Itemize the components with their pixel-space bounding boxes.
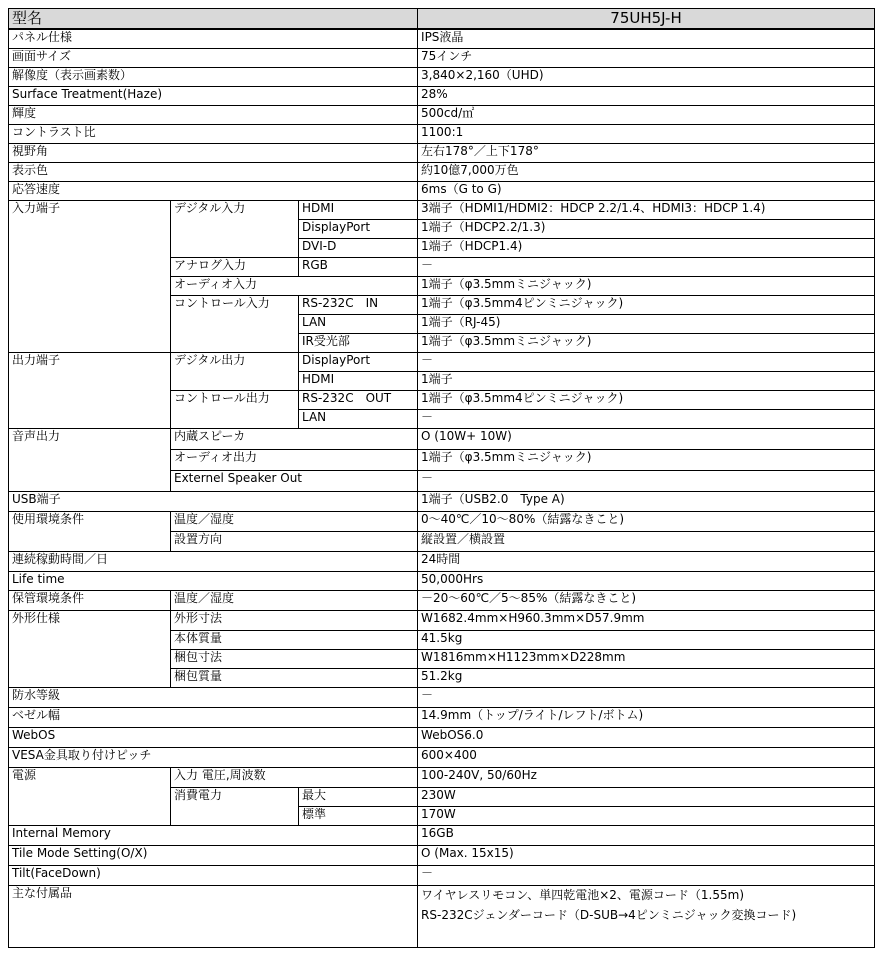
bezel-label: ベゼル幅	[9, 707, 418, 727]
table-row	[9, 707, 875, 727]
accessories-label: 主な付属品	[9, 885, 418, 947]
table-row	[9, 551, 875, 571]
response-value: 6ms（G to G)	[418, 181, 875, 200]
input-lan-value: 1端子（RJ-45)	[418, 314, 875, 333]
audio-input-label: オーディオ入力	[171, 276, 418, 295]
tile-label: Tile Mode Setting(O/X)	[9, 845, 418, 865]
table-row	[9, 571, 875, 590]
table-row	[9, 885, 875, 947]
table-row	[9, 590, 875, 610]
output-dp-value: －	[418, 352, 875, 371]
digital-input-label: デジタル入力	[171, 200, 299, 257]
output-dp-label: DisplayPort	[299, 352, 418, 371]
vesa-label: VESA金具取り付けピッチ	[9, 747, 418, 767]
package-dim-label: 梱包寸法	[171, 649, 418, 668]
analog-input-label: アナログ入力	[171, 257, 299, 276]
brightness-label: 輝度	[9, 105, 418, 124]
colors-value: 約10億7,000万色	[418, 162, 875, 181]
table-row	[9, 610, 875, 630]
environment-label: 使用環境条件	[9, 511, 171, 551]
table-row	[9, 143, 875, 162]
table-row	[9, 200, 875, 219]
input-lan-label: LAN	[299, 314, 418, 333]
output-rs232-label: RS-232C OUT	[299, 390, 418, 409]
table-row	[9, 727, 875, 747]
table-row	[9, 511, 875, 531]
orientation-label: 設置方向	[171, 531, 418, 551]
input-hdmi-value: 3端子（HDMI1/HDMI2：HDCP 2.2/1.4、HDMI3：HDCP 1.4)	[418, 200, 875, 219]
input-rs232-value: 1端子（φ3.5mm4ピンミニジャック)	[418, 295, 875, 314]
digital-output-label: デジタル出力	[171, 352, 299, 390]
model-name: 75UH5J-H	[418, 9, 875, 30]
speaker-value: O (10W+ 10W)	[418, 428, 875, 449]
exterior-label: 外形仕様	[9, 610, 171, 687]
resolution-value: 3,840×2,160（UHD)	[418, 67, 875, 86]
input-hdmi-label: HDMI	[299, 200, 418, 219]
output-label: 出力端子	[9, 352, 171, 428]
table-row	[9, 687, 875, 707]
input-dp-value: 1端子（HDCP2.2/1.3)	[418, 219, 875, 238]
weight-value: 41.5kg	[418, 630, 875, 649]
model-label: 型名	[9, 9, 418, 30]
table-row	[9, 865, 875, 885]
input-label: 入力端子	[9, 200, 171, 352]
table-row	[9, 428, 875, 449]
output-lan-label: LAN	[299, 409, 418, 428]
audio-label: 音声出力	[9, 428, 171, 491]
webos-label: WebOS	[9, 727, 418, 747]
dimensions-value: W1682.4mm×H960.3mm×D57.9mm	[418, 610, 875, 630]
weight-label: 本体質量	[171, 630, 418, 649]
table-row	[9, 124, 875, 143]
colors-label: 表示色	[9, 162, 418, 181]
power-max-label: 最大	[299, 787, 418, 806]
contrast-label: コントラスト比	[9, 124, 418, 143]
tile-value: O (Max. 15x15)	[418, 845, 875, 865]
output-lan-value: －	[418, 409, 875, 428]
vesa-value: 600×400	[418, 747, 875, 767]
panel-label: パネル仕様	[9, 29, 418, 48]
input-dvi-label: DVI-D	[299, 238, 418, 257]
ext-speaker-value: －	[418, 470, 875, 491]
memory-value: 16GB	[418, 825, 875, 845]
operating-time-value: 24時間	[418, 551, 875, 571]
input-rgb-value: －	[418, 257, 875, 276]
brightness-value: 500cd/㎡	[418, 105, 875, 124]
table-row	[9, 29, 875, 48]
package-weight-label: 梱包質量	[171, 668, 418, 687]
power-label: 電源	[9, 767, 171, 825]
orientation-value: 縦設置／横設置	[418, 531, 875, 551]
usb-label: USB端子	[9, 491, 418, 511]
resolution-label: 解像度（表示画素数）	[9, 67, 418, 86]
audio-input-value: 1端子（φ3.5mmミニジャック)	[418, 276, 875, 295]
bezel-value: 14.9mm（トップ/ライト/レフト/ボトム)	[418, 707, 875, 727]
surface-label: Surface Treatment(Haze)	[9, 86, 418, 105]
screen-size-label: 画面サイズ	[9, 48, 418, 67]
response-label: 応答速度	[9, 181, 418, 200]
memory-label: Internal Memory	[9, 825, 418, 845]
output-hdmi-label: HDMI	[299, 371, 418, 390]
life-time-value: 50,000Hrs	[418, 571, 875, 590]
input-rgb-label: RGB	[299, 257, 418, 276]
control-input-label: コントロール入力	[171, 295, 299, 352]
viewing-angle-value: 左右178°／上下178°	[418, 143, 875, 162]
spec-sheet	[8, 8, 875, 948]
screen-size-value: 75インチ	[418, 48, 875, 67]
viewing-angle-label: 視野角	[9, 143, 418, 162]
input-ir-label: IR受光部	[299, 333, 418, 352]
env-temp-label: 温度／湿度	[171, 511, 418, 531]
surface-value: 28%	[418, 86, 875, 105]
header-row	[9, 9, 875, 30]
accessories-value	[418, 885, 875, 947]
audio-out-label: オーディオ出力	[171, 449, 418, 470]
spec-table	[8, 8, 875, 948]
table-row	[9, 352, 875, 371]
panel-value: IPS液晶	[418, 29, 875, 48]
audio-out-value: 1端子（φ3.5mmミニジャック)	[418, 449, 875, 470]
power-max-value: 230W	[418, 787, 875, 806]
power-input-value: 100-240V, 50/60Hz	[418, 767, 875, 787]
storage-label: 保管環境条件	[9, 590, 171, 610]
accessories-line-1: ワイヤレスリモコン、単四乾電池×2、電源コード（1.55m)	[421, 887, 745, 902]
table-row	[9, 86, 875, 105]
tilt-value: －	[418, 865, 875, 885]
input-dvi-value: 1端子（HDCP1.4)	[418, 238, 875, 257]
webos-value: WebOS6.0	[418, 727, 875, 747]
speaker-label: 内蔵スピーカ	[171, 428, 418, 449]
input-ir-value: 1端子（φ3.5mmミニジャック)	[418, 333, 875, 352]
table-row	[9, 825, 875, 845]
control-output-label: コントロール出力	[171, 390, 299, 428]
package-weight-value: 51.2kg	[418, 668, 875, 687]
consumption-label: 消費電力	[171, 787, 299, 825]
power-std-value: 170W	[418, 806, 875, 825]
env-temp-value: 0～40℃／10～80%（結露なきこと)	[418, 511, 875, 531]
table-row	[9, 491, 875, 511]
table-row	[9, 105, 875, 124]
accessories-line-2: RS-232Cジェンダーコード（D-SUB→4ピンミニジャック変換コード)	[421, 907, 797, 922]
table-row	[9, 747, 875, 767]
storage-temp-value: －20～60℃／5～85%（結露なきこと)	[418, 590, 875, 610]
power-std-label: 標準	[299, 806, 418, 825]
table-row	[9, 767, 875, 787]
input-dp-label: DisplayPort	[299, 219, 418, 238]
table-row	[9, 48, 875, 67]
table-row	[9, 162, 875, 181]
storage-temp-label: 温度／湿度	[171, 590, 418, 610]
table-row	[9, 181, 875, 200]
usb-value: 1端子（USB2.0 Type A)	[418, 491, 875, 511]
contrast-value: 1100:1	[418, 124, 875, 143]
power-input-label: 入力 電圧,周波数	[171, 767, 418, 787]
life-time-label: Life time	[9, 571, 418, 590]
waterproof-value: －	[418, 687, 875, 707]
operating-time-label: 連続稼動時間／日	[9, 551, 418, 571]
package-dim-value: W1816mm×H1123mm×D228mm	[418, 649, 875, 668]
dimensions-label: 外形寸法	[171, 610, 418, 630]
ext-speaker-label: Externel Speaker Out	[171, 470, 418, 491]
tilt-label: Tilt(FaceDown)	[9, 865, 418, 885]
table-row	[9, 67, 875, 86]
output-rs232-value: 1端子（φ3.5mm4ピンミニジャック)	[418, 390, 875, 409]
output-hdmi-value: 1端子	[418, 371, 875, 390]
waterproof-label: 防水等級	[9, 687, 418, 707]
table-row	[9, 845, 875, 865]
input-rs232-label: RS-232C IN	[299, 295, 418, 314]
